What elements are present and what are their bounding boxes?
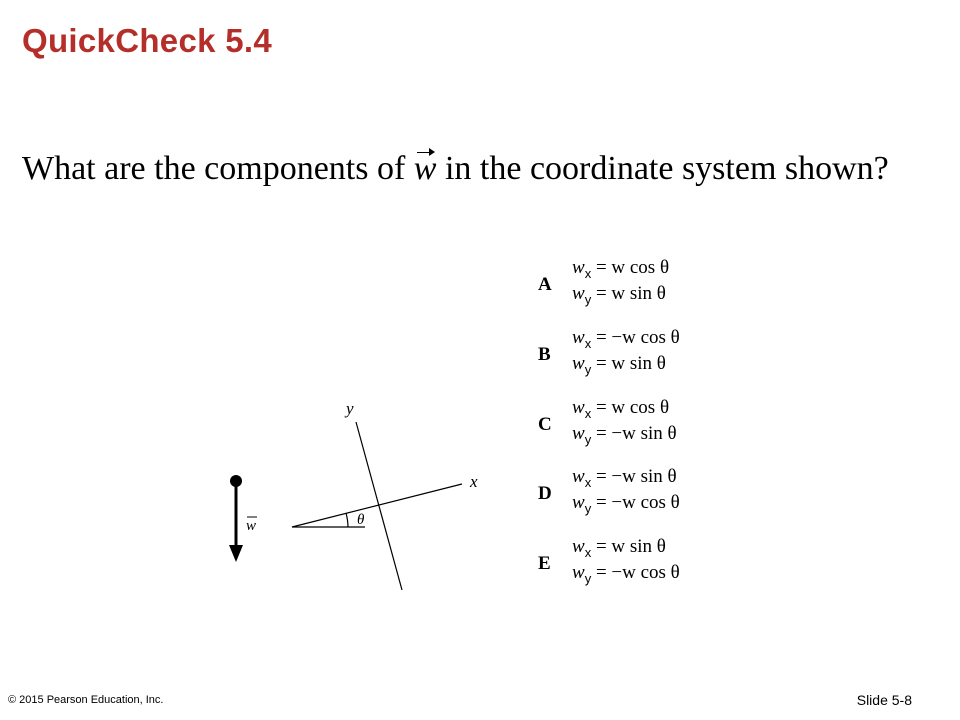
y-component-equation: $w_y = -w$ cos θ bbox=[572, 562, 680, 586]
coordinate-diagram bbox=[220, 390, 500, 600]
option-letter: E bbox=[538, 553, 551, 574]
y-axis-label: y bbox=[346, 399, 354, 418]
option-letter: C bbox=[538, 414, 552, 435]
w-vector-label: w bbox=[246, 518, 257, 534]
option-letter: B bbox=[538, 344, 551, 365]
x-component-equation: $w_x = -w$ sin θ bbox=[572, 466, 677, 490]
option-letter: A bbox=[538, 274, 552, 295]
copyright-notice: © 2015 Pearson Education, Inc. bbox=[8, 694, 164, 706]
y-component-equation: $w_y = -w$ sin θ bbox=[572, 423, 677, 447]
y-component-equation: $w_y = -w$ cos θ bbox=[572, 492, 680, 516]
angle-arc bbox=[346, 513, 348, 527]
y-axis bbox=[356, 422, 402, 590]
slide-title: QuickCheck 5.4 bbox=[22, 22, 272, 59]
question-after: in the coordinate system shown? bbox=[436, 150, 889, 187]
x-component-equation: $w_x = w$ cos θ bbox=[572, 397, 670, 421]
question-before: What are the components of bbox=[22, 150, 414, 187]
w-vector-arrowhead bbox=[229, 545, 243, 562]
x-axis bbox=[292, 484, 462, 527]
theta-label: θ bbox=[357, 512, 365, 528]
w-vector-symbol: w bbox=[414, 148, 437, 190]
x-component-equation: $w_x = -w$ cos θ bbox=[572, 327, 680, 351]
x-component-equation: $w_x = w$ sin θ bbox=[572, 536, 666, 560]
option-letter: D bbox=[538, 483, 552, 504]
question-text bbox=[22, 148, 922, 190]
x-component-equation: $w_x = w$ cos θ bbox=[572, 257, 670, 281]
y-component-equation: $w_y = w$ sin θ bbox=[572, 353, 666, 377]
slide-number: Slide 5-8 bbox=[856, 692, 912, 708]
x-axis-label: x bbox=[470, 472, 478, 491]
y-component-equation: $w_y = w$ sin θ bbox=[572, 283, 666, 307]
